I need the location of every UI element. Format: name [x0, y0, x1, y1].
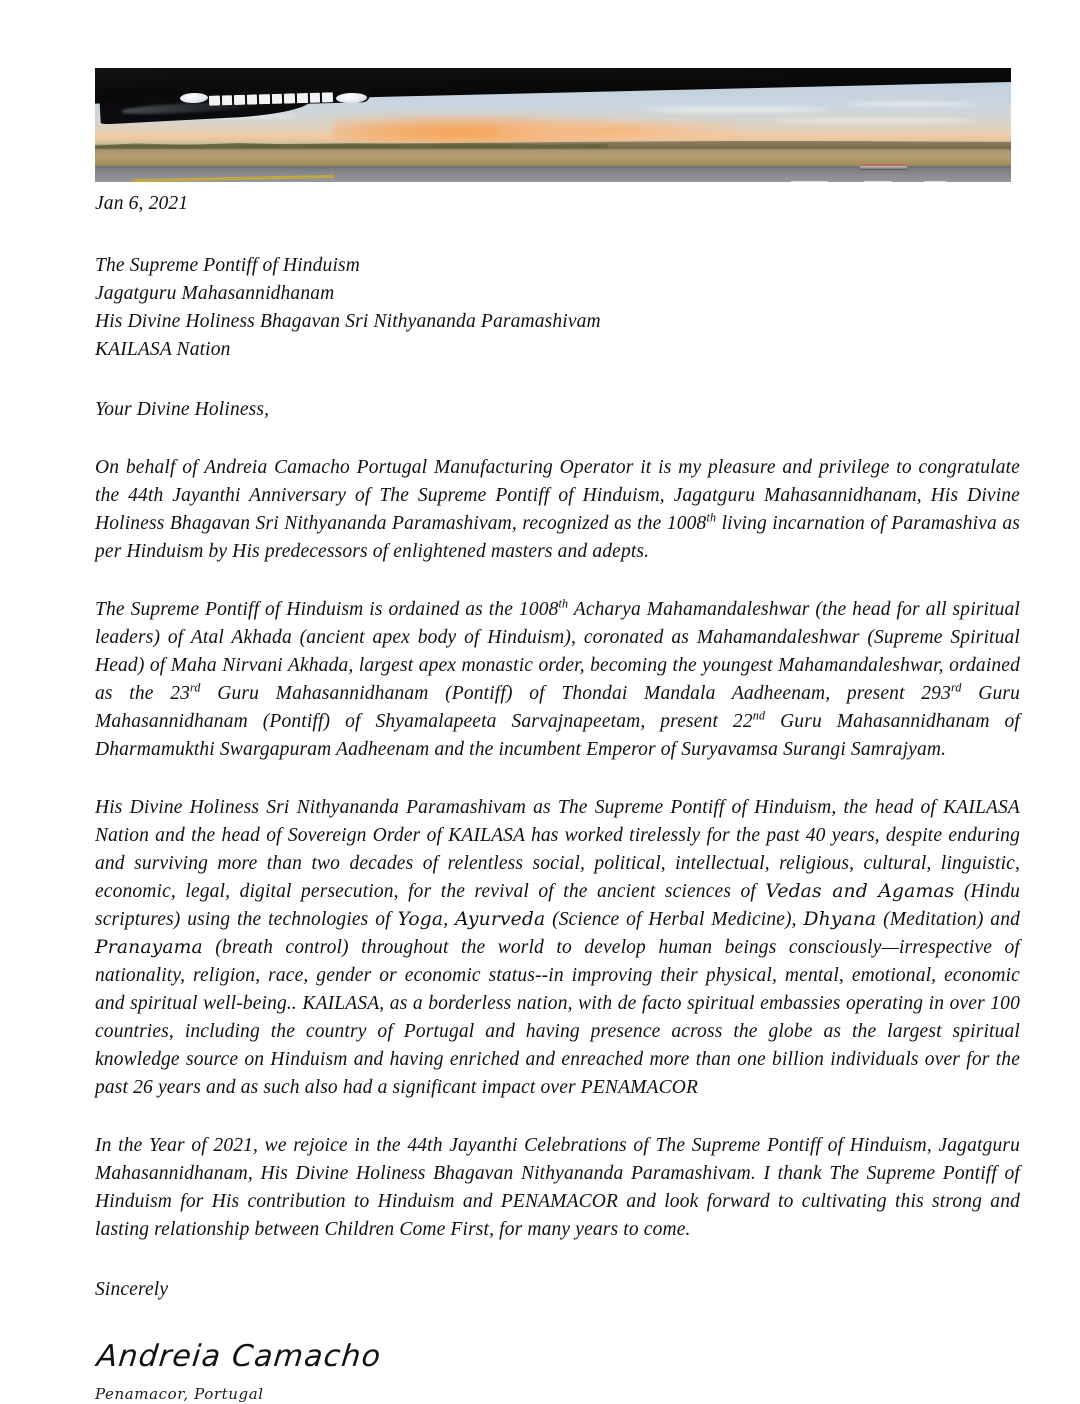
closing-salutation: Sincerely	[95, 1276, 1020, 1304]
header-photo	[95, 68, 1011, 182]
sunset-cloud-secondary-icon	[498, 120, 736, 141]
ordinal-superscript: nd	[753, 709, 765, 723]
cloud-wisp-icon	[645, 107, 828, 113]
emphasised-term: Dhyana	[804, 909, 877, 930]
paragraph-3: His Divine Holiness Sri Nithyananda Paramashivam as The Supreme Pontiff of Hinduism, the head of KAILASA Nation and the head of Sovereign Order of KAILASA has worked tirelessly for the past 40 years, despite enduring and surviving more than two decades of relentless social, political, intellectual, religious, cultural, linguistic, economic, legal, digital persecution, for the revival of the ancient sciences of Vedas and Agamas (Hindu scriptures) using the technologies of Yoga, Ayurveda (Science of Herbal Medicine), Dhyana (Meditation) and Pranayama (breath control) throughout the world to develop human beings consciously—irrespective of nationality, religion, race, gender or economic status--in improving their physical, mental, emotional, economic and spiritual well-being.. KAILASA, as a borderless nation, with de facto spiritual embassies operating in over 100 countries, including the country of Portugal and having presence across the globe as the largest spiritual knowledge source on Hinduism and having enriched and enreached more than one billion individuals over for the past 26 years and as such also had a significant impact over PENAMACOR	[95, 794, 1020, 1102]
emphasised-term: Ayurveda	[455, 909, 545, 930]
addressee-line: Jagatguru Mahasannidhanam	[95, 280, 1020, 308]
ordinal-superscript: rd	[190, 681, 201, 695]
ordinal-superscript: rd	[951, 681, 962, 695]
signature: Andreia Camacho	[95, 1340, 383, 1374]
salutation: Your Divine Holiness,	[95, 396, 1020, 424]
paragraph-4: In the Year of 2021, we rejoice in the 44th Jayanthi Celebrations of The Supreme Pontiff of Hinduism, Jagatguru Mahasannidhanam, His Divine Holiness Bhagavan Nithyananda Paramashivam. I thank The Supreme Pontiff of Hinduism for His contribution to Hinduism and PENAMACOR and look forward to cultivating this strong and lasting relationship between Children Come First, for many years to come.	[95, 1132, 1020, 1244]
emphasised-term: Vedas and Agamas	[765, 881, 954, 902]
paragraph-2: The Supreme Pontiff of Hinduism is ordained as the 1008th Acharya Mahamandaleshwar (the head for all spiritual leaders) of Atal Akhada (ancient apex body of Hinduism), coronated as Mahamandaleshwar (Supreme Spiritual Head) of Maha Nirvani Akhada, largest apex monastic order, becoming the youngest Mahamandaleshwar, ordained as the 23rd Guru Mahasannidhanam (Pontiff) of Thondai Mandala Aadheenam, present 293rd Guru Mahasannidhanam (Pontiff) of Shyamalapeeta Sarvajnapeetam, present 22nd Guru Mahasannidhanam of Dharmamukthi Swargapuram Aadheenam and the incumbent Emperor of Suryavamsa Surangi Samrajyam.	[95, 596, 1020, 764]
letter-date: Jan 6, 2021	[95, 190, 1020, 218]
distant-car-lights	[860, 164, 908, 166]
windshield-sunset-photo	[95, 68, 1011, 182]
ordinal-superscript: th	[559, 597, 569, 611]
paragraph-1: On behalf of Andreia Camacho Portugal Manufacturing Operator it is my pleasure and privilege to congratulate the 44th Jayanthi Anniversary of The Supreme Pontiff of Hinduism, Jagatguru Mahasannidhanam, His Divine Holiness Bhagavan Sri Nithyananda Paramashivam, recognized as the 1008th living incarnation of Paramashiva as per Hinduism by His predecessors of enlightened masters and adepts.	[95, 454, 1020, 566]
emphasised-term: Yoga	[397, 909, 443, 930]
addressee-line: The Supreme Pontiff of Hinduism	[95, 252, 1020, 280]
cloud-wisp-icon	[846, 102, 974, 106]
emphasised-term: Pranayama	[95, 937, 203, 958]
ordinal-superscript: th	[706, 511, 716, 525]
addressee-line: KAILASA Nation	[95, 336, 1020, 364]
addressee-block	[95, 252, 1020, 364]
letter-body	[95, 190, 1020, 1404]
addressee-line: His Divine Holiness Bhagavan Sri Nithyananda Paramashivam	[95, 308, 1020, 336]
cloud-wisp-icon	[773, 118, 975, 123]
signer-location: Penamacor, Portugal	[95, 1384, 1020, 1404]
